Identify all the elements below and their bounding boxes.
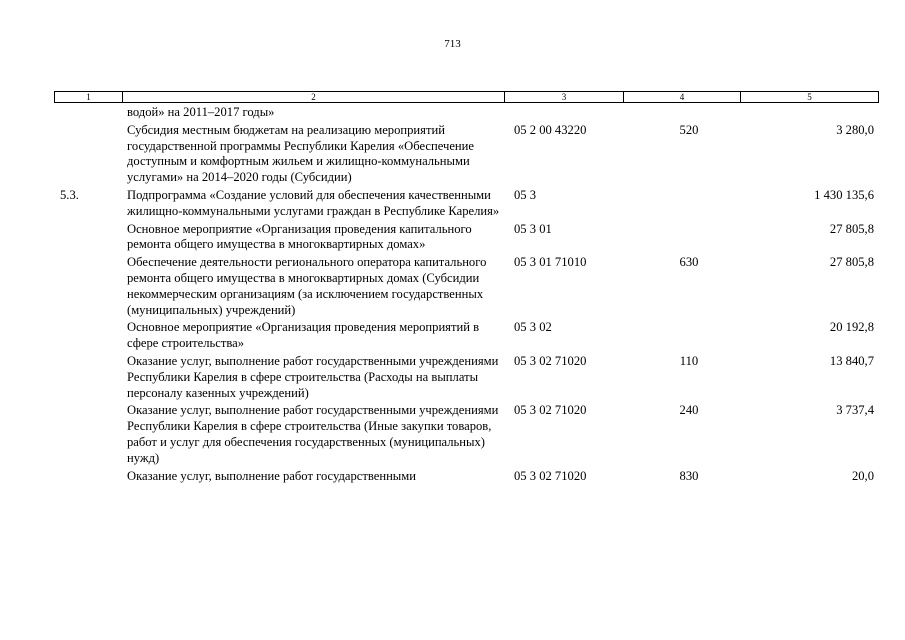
row-code: [509, 105, 649, 121]
row-name: Основное мероприятие «Организация проведения капитального ремонта общего имущества в многоквартирных домах»: [127, 221, 472, 252]
row-type: [649, 222, 729, 254]
row-number: [54, 469, 127, 485]
row-number: [54, 354, 127, 401]
table-header: [54, 91, 879, 103]
row-name: Оказание услуг, выполнение работ государственными: [127, 468, 416, 483]
row-amount: 27 805,8: [829, 255, 874, 270]
row-code: 05 3 01: [514, 221, 552, 236]
row-amount: 20,0: [851, 468, 874, 483]
row-type: [649, 188, 729, 220]
row-amount: [729, 105, 879, 121]
row-number: [54, 320, 127, 352]
header-col-5: 5: [807, 92, 812, 102]
row-name: водой» на 2011–2017 годы»: [127, 105, 275, 119]
row-name: Обеспечение деятельности регионального оператора капитального ремонта общего имущества в многоквартирных домах (Субсидии некоммерческим организациям (за исключением государственных (муниципальных) учреждений): [127, 255, 487, 317]
table-row: [54, 403, 879, 466]
header-col-4: 4: [624, 92, 741, 102]
row-type: 110: [679, 353, 699, 368]
row-name: Основное мероприятие «Организация проведения мероприятий в сфере строительства»: [127, 320, 480, 351]
row-name: Оказание услуг, выполнение работ государственными учреждениями Республики Карелия в сфере строительства (Иные закупки товаров, работ и услуг для обеспечения государственных (муниципальных) нужд): [127, 403, 499, 465]
row-number: [54, 403, 127, 466]
table-body: [54, 105, 879, 486]
header-col-1: 1: [55, 92, 123, 102]
row-number: [54, 105, 127, 121]
row-amount: 3 280,0: [836, 122, 874, 137]
row-name: Субсидия местным бюджетам на реализацию мероприятий государственной программы Республики Карелия «Обеспечение доступным и комфортным жильем и жилищно-коммунальными услугами» на 2014–2020 годы (Субсидии): [127, 122, 474, 185]
row-type: 630: [679, 255, 699, 270]
row-amount: 1 430 135,6: [814, 187, 874, 202]
row-name: Оказание услуг, выполнение работ государственными учреждениями Республики Карелия в сфере строительства (Расходы на выплаты персоналу казенных учреждений): [127, 353, 499, 400]
row-name: Подпрограмма «Создание условий для обеспечения качественными жилищно-коммунальными услугами граждан в Республике Карелия»: [127, 187, 500, 218]
table-row: [54, 188, 879, 220]
row-code: 05 3 02 71020: [514, 403, 587, 418]
row-number: [54, 255, 127, 318]
row-type: 520: [679, 122, 699, 137]
table-row: [54, 320, 879, 352]
row-number: [54, 222, 127, 254]
row-type: [649, 320, 729, 352]
table-row: [54, 469, 879, 485]
row-code: 05 3 02 71020: [514, 468, 587, 483]
table-row: [54, 255, 879, 318]
row-number: [54, 123, 127, 186]
row-code: 05 3: [514, 187, 537, 202]
row-code: 05 2 00 43220: [514, 122, 587, 137]
table-row: [54, 105, 879, 121]
row-code: 05 3 02: [514, 320, 552, 335]
row-type: 830: [679, 468, 699, 483]
row-type: [649, 105, 729, 121]
row-number: 5.3.: [60, 187, 79, 202]
row-amount: 3 737,4: [836, 403, 874, 418]
row-amount: 20 192,8: [829, 320, 874, 335]
row-amount: 27 805,8: [829, 221, 874, 236]
table-row: [54, 354, 879, 401]
row-code: 05 3 02 71020: [514, 353, 587, 368]
row-type: 240: [679, 403, 699, 418]
table-row: [54, 123, 879, 186]
row-amount: 13 840,7: [829, 353, 874, 368]
page-number: 713: [444, 38, 461, 50]
header-col-2: 2: [123, 92, 505, 102]
row-code: 05 3 01 71010: [514, 255, 587, 270]
table-row: [54, 222, 879, 254]
header-col-3: 3: [505, 92, 624, 102]
